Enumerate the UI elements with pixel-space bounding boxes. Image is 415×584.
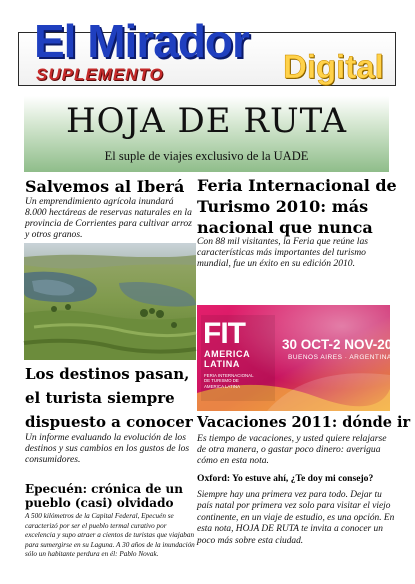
masthead-digital: Digital bbox=[283, 48, 384, 85]
banner-title: HOJA DE RUTA bbox=[65, 101, 348, 141]
article-feria-headline[interactable]: Feria Internacional de Turismo 2010: más nacional que nunca bbox=[197, 176, 397, 237]
masthead-logo[interactable]: El Mirador bbox=[34, 15, 249, 67]
article-oxford-headline[interactable]: Oxford: Yo estuve ahí, ¿Te doy mi consejo? bbox=[197, 473, 374, 484]
article-epecuen-body: A 500 kilómetros de la Capital Federal, Epecuén se caracterizó por ser el pueblo termal curativo por excelencia y supo atraer a cientos de turistas que viajaban para sumergirse en su Laguna. A 30 años de la inundación sólo un habitante perdura en él: Pablo Novak. bbox=[25, 512, 195, 559]
article-ibera-deck: Un emprendimiento agrícola inundará 8.000 hectáreas de reservas naturales en la provincia de Corrientes para cultivar arroz y otros granos. bbox=[25, 196, 192, 240]
article-destinos-deck: Un informe evaluando la evolución de los destinos y sus cambios en los gustos de los consumidores. bbox=[25, 432, 190, 465]
fit-city: BUENOS AIRES · ARGENTINA bbox=[288, 354, 392, 361]
article-ibera-headline[interactable]: Salvemos al Iberá bbox=[25, 177, 185, 196]
article-vacaciones-headline[interactable]: Vacaciones 2011: dónde ir bbox=[197, 414, 411, 431]
masthead-supplement: SUPLEMENTO bbox=[36, 65, 164, 84]
fit-logo: FIT bbox=[203, 317, 245, 350]
section-banner bbox=[24, 96, 389, 172]
ibera-wetland-photo bbox=[24, 243, 196, 360]
article-destinos-headline[interactable]: Los destinos pasan, el turista siempre dispuesto a conocer bbox=[25, 365, 193, 431]
article-epecuen-headline[interactable]: Epecuén: crónica de un pueblo (casi) olvidado bbox=[25, 482, 183, 510]
fit-dates: 30 OCT-2 NOV-2010 bbox=[282, 337, 408, 352]
article-oxford-body: Siempre hay una primera vez para todo. Dejar tu país natal por primera vez solo para visitar el viejo continente, en un viaje de estudio, es una opción. En esta nota, HOJA DE RUTA te invita a conocer un poco más sobre esta ciudad. bbox=[197, 490, 395, 546]
fit-feria-caption: FERIA INTERNACIONAL DE TURISMO DE AMERICA LATINA bbox=[204, 373, 254, 389]
article-vacaciones-deck: Es tiempo de vacaciones, y usted quiere relajarse de otra manera, o gastar poco dinero: averigua cómo en esta nota. bbox=[197, 433, 387, 466]
fit-logo-latina: LATINA bbox=[204, 359, 240, 369]
masthead bbox=[18, 15, 396, 96]
banner-subtitle: El suple de viajes exclusivo de la UADE bbox=[104, 149, 309, 163]
article-feria-deck: Con 88 mil visitantes, la Feria que reúne las características más importantes del turismo mundial, fue un éxito en su edición 2010. bbox=[197, 236, 368, 269]
fit-logo-america: AMERICA bbox=[204, 349, 251, 359]
fit-poster-image bbox=[197, 305, 408, 411]
